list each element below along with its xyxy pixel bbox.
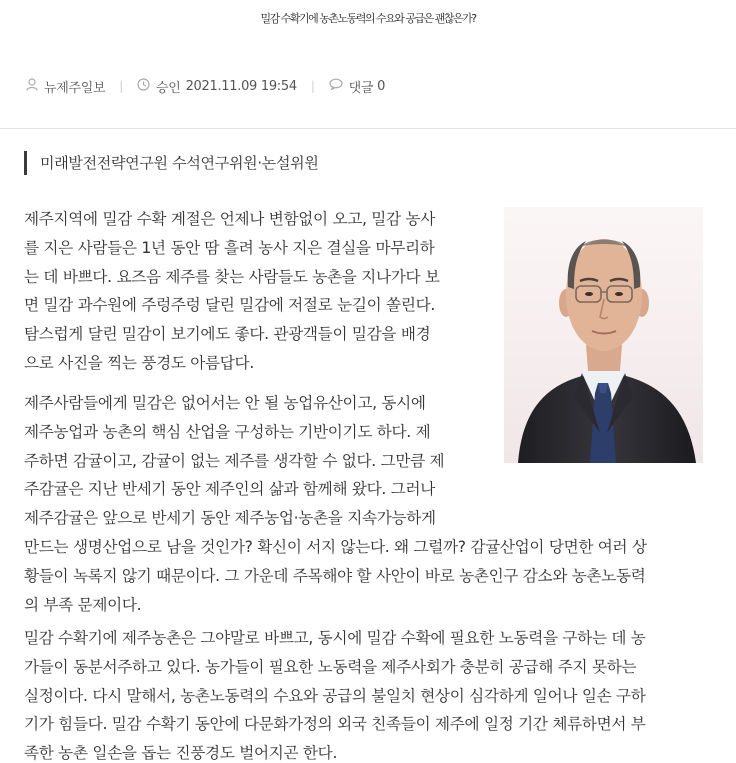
comment-icon: [329, 78, 343, 94]
paragraph-line: 만드는 생명산업으로 남을 것인가? 확신이 서지 않는다. 왜 그럴까? 감귤산업이 당면한 여러 상: [24, 537, 647, 556]
clock-icon: [137, 78, 150, 95]
comments-label[interactable]: 댓글: [348, 80, 374, 96]
paragraph-line: 탐스럽게 달린 밀감이 보기에도 좋다. 관광객들이 밀감을 배경: [24, 325, 431, 344]
header-divider: [0, 128, 736, 129]
author-name[interactable]: 뉴제주일보: [44, 80, 106, 96]
approved-info: [137, 77, 297, 96]
approved-datetime: 2021.11.09 19:54: [185, 78, 297, 94]
article-subtitle: 미래발전전략연구원 수석연구위원·논설위원: [24, 151, 319, 175]
paragraph-line: 의 부족 문제이다.: [24, 595, 142, 614]
article-headline: 밀감 수확기에 농촌노동력의 수요와 공급은 괜찮은가?: [260, 12, 476, 25]
comments-count[interactable]: 0: [377, 78, 386, 94]
paragraph-line: 주하면 감귤이고, 감귤이 없는 제주를 생각할 수 없다. 그만큼 제: [24, 451, 445, 470]
paragraph-line: 제주지역에 밀감 수확 계절은 언제나 변함없이 오고, 밀감 농사: [24, 210, 436, 228]
paragraph-line: 제주사람들에게 밀감은 없어서는 안 될 농업유산이고, 동시에: [24, 394, 426, 412]
paragraph-line: 가들이 동분서주하고 있다. 농가들이 필요한 노동력을 제주사회가 충분히 공급해 주지 못하는: [24, 657, 637, 676]
user-icon: [26, 78, 38, 95]
meta-separator: |: [119, 79, 124, 93]
paragraph-line: 주감귤은 지난 반세기 동안 제주인의 삶과 함께해 왔다. 그러나: [24, 480, 436, 499]
paragraph-line: 를 지은 사람들은 1년 동안 땀 흘려 농사 지은 결실을 마무리하: [24, 238, 435, 257]
paragraph-1: [24, 205, 484, 378]
meta-separator: |: [310, 79, 315, 93]
paragraph-3: [24, 624, 714, 763]
author-portrait: [504, 207, 703, 463]
paragraph-line: 면 밀감 과수원에 주렁주렁 달린 밀감에 저절로 눈길이 쏠린다.: [24, 296, 436, 315]
paragraph-line: 으로 사진을 찍는 풍경도 아름답다.: [24, 353, 254, 372]
paragraph-line: 기가 힘들다. 밀감 수확기 동안에 다문화가정의 외국 친족들이 제주에 일정 기간 체류하면서 부: [24, 715, 646, 734]
paragraph-line: 는 데 바쁘다. 요즈음 제주를 찾는 사람들도 농촌을 지나가다 보: [24, 267, 440, 286]
paragraph-line: 밀감 수확기에 제주농촌은 그야말로 바쁘고, 동시에 밀감 수확에 필요한 노동력을 구하는 데 농: [24, 629, 646, 647]
comments-info[interactable]: [329, 77, 386, 96]
author-info: [26, 77, 105, 96]
approved-label: 승인: [156, 80, 181, 96]
paragraph-line: 제주농업과 농촌의 핵심 산업을 구성하는 기반이기도 하다. 제: [24, 422, 431, 441]
paragraph-line: 실정이다. 다시 말해서, 농촌노동력의 수요와 공급의 불일치 현상이 심각하게 일어나 일손 구하: [24, 686, 646, 705]
paragraph-2: [24, 389, 647, 619]
article-meta: [26, 76, 385, 96]
paragraph-line: 황들이 녹록지 않기 때문이다. 그 가운데 주목해야 할 사안이 바로 농촌인구 감소와 농촌노동력: [24, 566, 646, 585]
paragraph-line: 제주감귤은 앞으로 반세기 동안 제주농업·농촌을 지속가능하게: [24, 509, 436, 528]
paragraph-line: 족한 농촌 일손을 돕는 진풍경도 벌어지곤 한다.: [24, 744, 338, 763]
